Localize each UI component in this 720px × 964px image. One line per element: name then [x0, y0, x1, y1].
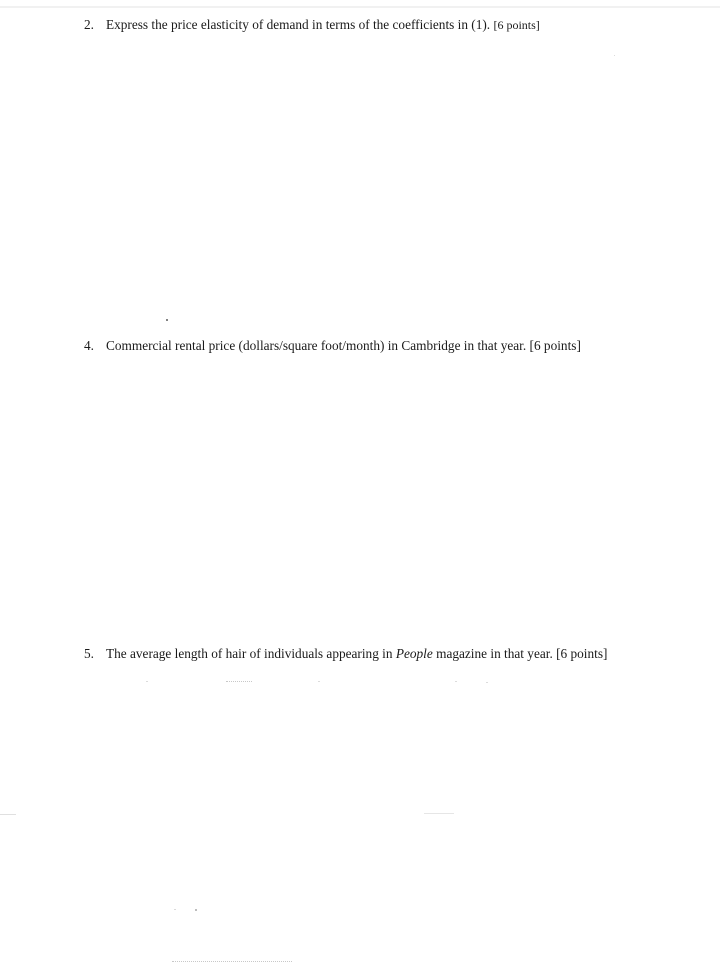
question-points: [6 points]: [529, 338, 581, 353]
scan-speck: [174, 909, 176, 910]
question-text-end: magazine in that year.: [436, 646, 553, 661]
scan-speck: [195, 909, 197, 911]
scan-speck: [318, 681, 320, 682]
question-points: [6 points]: [556, 646, 608, 661]
page-top-edge: [0, 6, 720, 8]
question-2: [84, 17, 540, 33]
question-points: [6 points]: [493, 18, 540, 32]
scan-artifact: [0, 814, 16, 815]
question-number: 5.: [84, 646, 94, 661]
question-number: 4.: [84, 338, 94, 353]
question-5: [84, 646, 607, 662]
scan-speck: [614, 55, 615, 56]
scan-speck: [486, 682, 488, 683]
question-4: [84, 338, 581, 354]
question-number: 2.: [84, 17, 94, 32]
question-text: Commercial rental price (dollars/square foot/month) in Cambridge in that year.: [106, 338, 527, 353]
scan-artifact: [424, 813, 454, 814]
question-text-start: The average length of hair of individuals appearing in: [106, 646, 393, 661]
scan-artifact: [226, 681, 252, 683]
magazine-title: People: [395, 646, 433, 661]
scan-speck: [146, 681, 148, 682]
scan-artifact: [172, 961, 292, 963]
scan-speck: [455, 681, 457, 682]
scan-speck: [166, 319, 168, 321]
question-text: Express the price elasticity of demand in terms of the coefficients in (1).: [106, 17, 491, 32]
